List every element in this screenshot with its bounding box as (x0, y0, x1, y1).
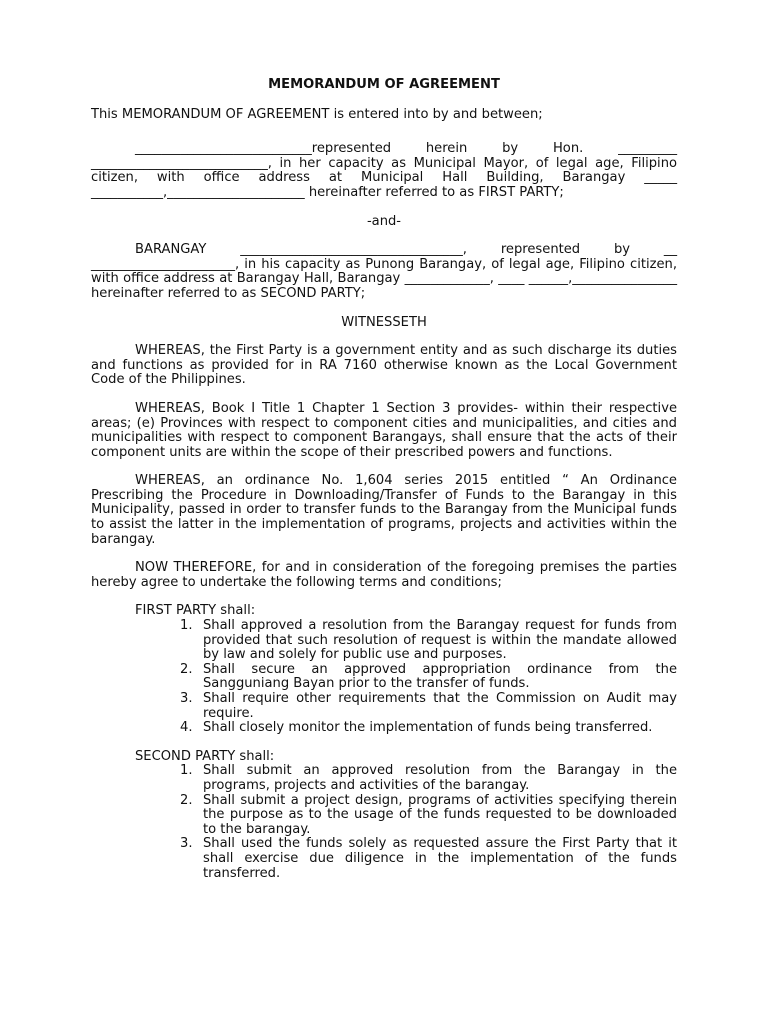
term-number: 2. (180, 792, 193, 808)
term-text: Shall submit a project design, programs of activities specifying therein the purpose as to the usage of the funds requested to be downloaded to the barangay. (203, 792, 677, 837)
term-number: 3. (180, 836, 193, 852)
term-number: 1. (180, 618, 193, 634)
second-party-term-1 (180, 763, 677, 793)
document-title: MEMORANDUM OF AGREEMENT (268, 77, 500, 92)
first-party-paragraph: ___________________________represented herein by Hon. _________ ___________________________, in her capacity as Municipal Mayor, of legal age, Filipino citizen, with office address at Municipal Hall Building, Barangay _____ ___________,_____________________ hereinafter referred to as FIRST PARTY; (91, 141, 677, 200)
term-text: Shall secure an approved appropriation ordinance from the Sangguniang Bayan prior to the transfer of funds. (203, 661, 677, 692)
whereas-paragraph-3: WHEREAS, an ordinance No. 1,604 series 2015 entitled “ An Ordinance Prescribing the Procedure in Downloading/Transfer of Funds to the Barangay in this Municipality, passed in order to transfer funds to the Barangay from the Municipal funds to assist the latter in the implementation of programs, projects and activities within the barangay. (91, 473, 677, 547)
whereas-paragraph-2: WHEREAS, Book I Title 1 Chapter 1 Section 3 provides- within their respective areas; (e) Provinces with respect to component cities and municipalities, and cities and municipalities with respect to component Barangays, shall ensure that the acts of their component units are within the scope of their prescribed powers and functions. (91, 400, 677, 460)
first-party-terms-list (91, 619, 677, 736)
second-party-paragraph: BARANGAY __________________________________, represented by __ ______________________, in his capacity as Punong Barangay, of legal age, Filipino citizen, with office address at Barangay Hall, Barangay _____________, ____ ______,________________ hereinafter referred to as SECOND PARTY; (91, 242, 677, 301)
witnesseth-heading: WITNESSETH (341, 314, 427, 330)
term-text: Shall closely monitor the implementation of funds being transferred. (203, 720, 653, 736)
second-party-terms-list (91, 764, 677, 881)
now-therefore-paragraph: NOW THEREFORE, for and in consideration of the foregoing premises the parties hereby agree to undertake the following terms and conditions; (91, 560, 677, 590)
term-number: 4. (180, 720, 193, 736)
first-party-term-1 (180, 618, 677, 663)
term-text: Shall submit an approved resolution from the Barangay in the programs, projects and activities of the barangay. (203, 763, 677, 793)
second-party-terms-label: SECOND PARTY shall: (135, 748, 275, 764)
and-separator: -and- (366, 213, 402, 229)
term-number: 1. (180, 763, 193, 779)
second-party-term-3 (180, 836, 677, 881)
term-text: Shall approved a resolution from the Barangay request for funds from provided that such resolution of request is within the mandate allowed by law and solely for public use and purposes. (203, 618, 677, 663)
whereas-paragraph-1: WHEREAS, the First Party is a government entity and as such discharge its duties and functions as provided for in RA 7160 otherwise known as the Local Government Code of the Philippines. (91, 343, 677, 388)
term-number: 3. (180, 691, 193, 706)
term-text: Shall require other requirements that the Commission on Audit may require. (203, 691, 677, 721)
second-party-term-2 (180, 792, 677, 838)
first-party-term-4 (180, 720, 677, 736)
term-number: 2. (180, 661, 193, 677)
first-party-term-2 (180, 661, 677, 692)
first-party-term-3 (180, 691, 677, 721)
first-party-terms-label: FIRST PARTY shall: (135, 603, 256, 619)
intro-paragraph: This MEMORANDUM OF AGREEMENT is entered into by and between; (91, 106, 543, 122)
term-text: Shall used the funds solely as requested assure the First Party that it shall exercise due diligence in the implementation of the funds transferred. (203, 836, 677, 881)
